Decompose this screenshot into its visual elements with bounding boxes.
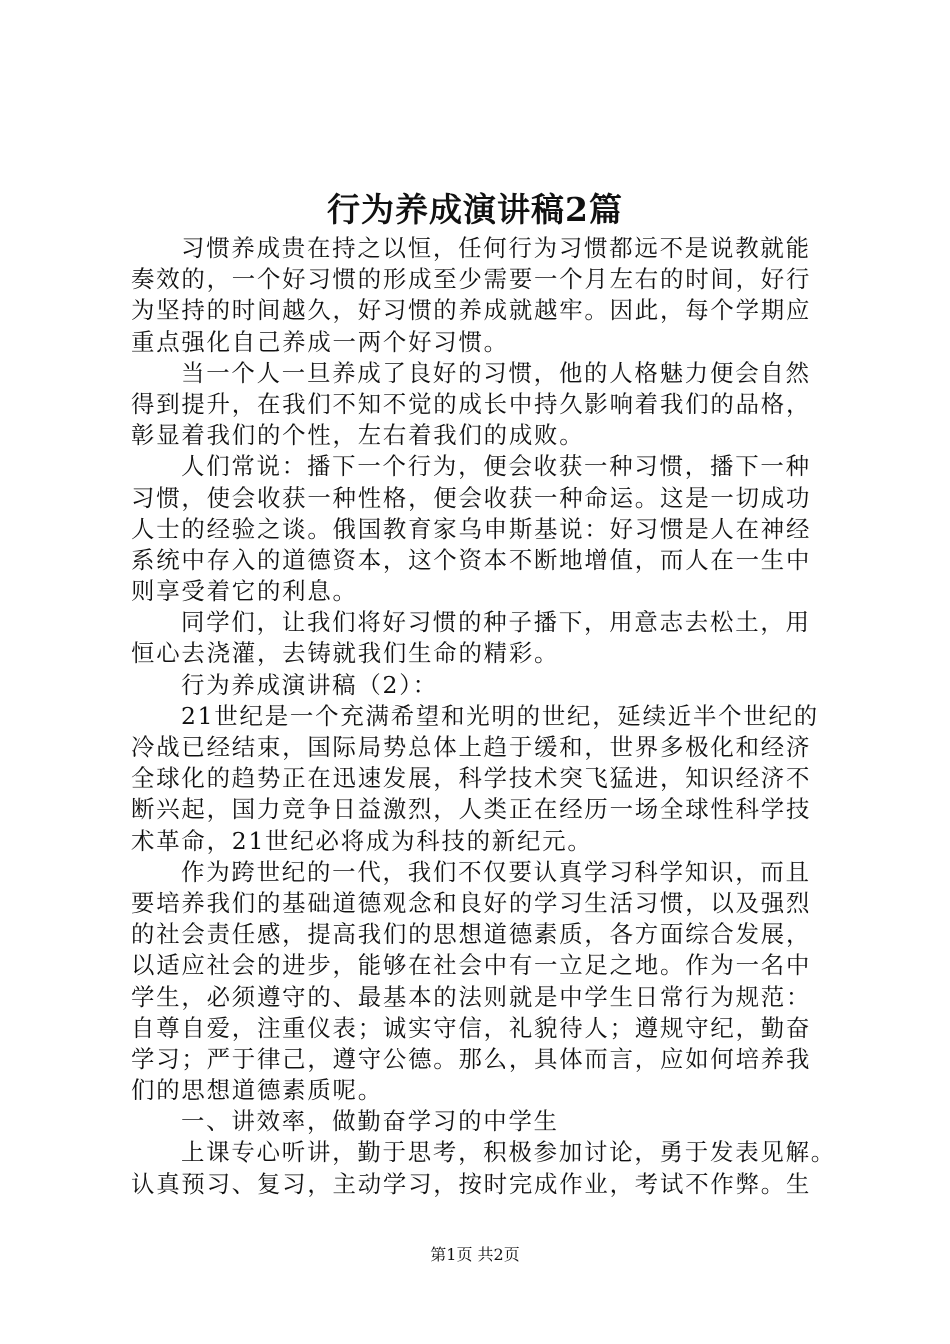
text-line: 认真预习、复习，主动学习，按时完成作业，考试不作弊。生 (131, 1169, 812, 1198)
text-line: 恒心去浇灌，去铸就我们生命的精彩。 (131, 639, 560, 668)
text-line: 们的思想道德素质呢。 (131, 1076, 383, 1105)
text-line: 行为养成演讲稿（2）： (181, 670, 438, 699)
text-line: 重点强化自己养成一两个好习惯。 (131, 327, 509, 356)
text-line: 同学们，让我们将好习惯的种子播下，用意志去松土，用 (181, 608, 811, 637)
text-line: 术革命，21世纪必将成为科技的新纪元。 (131, 826, 593, 855)
text-line: 全球化的趋势正在迅速发展，科学技术突飞猛进，知识经济不 (131, 764, 812, 793)
text-line: 上课专心听讲，勤于思考，积极参加讨论，勇于发表见解。 (181, 1138, 836, 1167)
document-title: 行为养成演讲稿2篇 (327, 190, 623, 229)
page-footer: 第1页 共2页 (430, 1245, 520, 1264)
text-line: 当一个人一旦养成了良好的习惯，他的人格魅力便会自然 (181, 358, 811, 387)
text-line: 习惯养成贵在持之以恒，任何行为习惯都远不是说教就能 (181, 234, 811, 262)
text-line: 奏效的，一个好习惯的形成至少需要一个月左右的时间，好行 (131, 265, 812, 294)
text-line: 为坚持的时间越久，好习惯的养成就越牢。因此，每个学期应 (131, 296, 812, 325)
text-line: 系统中存入的道德资本，这个资本不断地增值，而人在一生中 (131, 545, 812, 574)
text-line: 以适应社会的进步，能够在社会中有一立足之地。作为一名中 (131, 951, 812, 980)
text-line: 断兴起，国力竞争日益激烈，人类正在经历一场全球性科学技 (131, 795, 812, 824)
text-line: 的社会责任感，提高我们的思想道德素质，各方面综合发展， (131, 920, 812, 949)
text-line: 学习；严于律己，遵守公德。那么，具体而言，应如何培养我 (131, 1044, 812, 1073)
text-line: 人们常说：播下一个行为，便会收获一种习惯，播下一种 (181, 452, 811, 481)
text-line: 得到提升，在我们不知不觉的成长中持久影响着我们的品格， (131, 389, 812, 418)
text-line: 作为跨世纪的一代，我们不仅要认真学习科学知识，而且 (181, 857, 811, 886)
text-line: 彰显着我们的个性，左右着我们的成败。 (131, 421, 585, 450)
text-line: 要培养我们的基础道德观念和良好的学习生活习惯，以及强烈 (131, 888, 812, 917)
text-line: 一、讲效率，做勤奋学习的中学生 (181, 1107, 559, 1136)
text-line: 冷战已经结束，国际局势总体上趋于缓和，世界多极化和经济 (131, 733, 812, 761)
text-line: 则享受着它的利息。 (131, 577, 358, 606)
document-body (131, 233, 837, 1200)
text-line: 自尊自爱，注重仪表；诚实守信，礼貌待人；遵规守纪，勤奋 (131, 1013, 812, 1042)
text-line: 学生，必须遵守的、最基本的法则就是中学生日常行为规范： (131, 982, 812, 1011)
text-line: 人士的经验之谈。俄国教育家乌申斯基说：好习惯是人在神经 (131, 514, 812, 543)
text-line: 21世纪是一个充满希望和光明的世纪，延续近半个世纪的 (181, 701, 819, 730)
text-line: 习惯，使会收获一种性格，便会收获一种命运。这是一切成功 (131, 483, 812, 512)
